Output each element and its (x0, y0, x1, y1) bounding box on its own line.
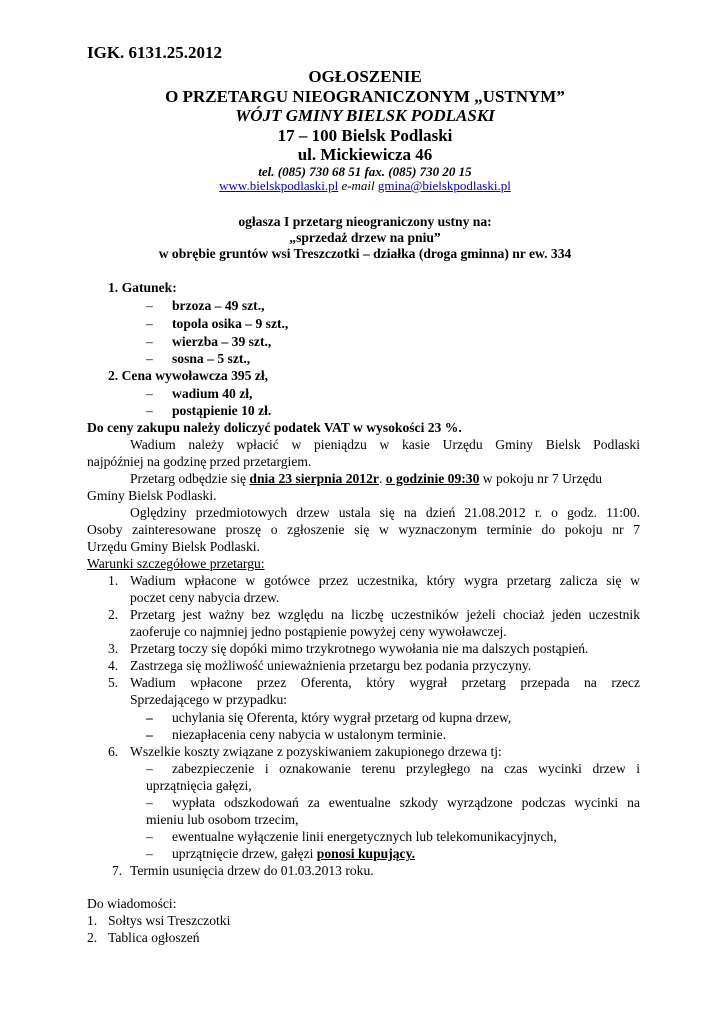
dash-bullet: – (146, 710, 153, 725)
species-item: topola osika – 9 szt., (172, 316, 289, 331)
distribution-item: Tablica ogłoszeń (108, 930, 200, 945)
list-number: 1. (87, 913, 98, 928)
species-item: wierzba – 39 szt., (172, 334, 272, 349)
condition-2a: Przetarg jest ważny bez względu na liczbę uczestników jeżeli chociaż jeden uczestnik (130, 607, 640, 622)
announce-line-1: ogłasza I przetarg nieograniczony ustny na: (238, 214, 492, 229)
condition-6-item-3: ewentualne wyłączenie linii energetycznych lub telekomunikacyjnych, (172, 829, 557, 844)
condition-4: Zastrzega się możliwość unieważnienia przetargu bez podania przyczyny. (130, 658, 532, 673)
condition-5-item: niezapłacenia ceny nabycia w ustalonym terminie. (172, 727, 447, 742)
dash-bullet: – (146, 351, 153, 366)
announce-line-3: w obrębie gruntów wsi Treszczotki – działka (droga gminna) nr ew. 334 (158, 246, 572, 261)
dash-bullet: – (146, 829, 153, 844)
reference-number: IGK. 6131.25.2012 (87, 43, 223, 62)
body-p3c: Urzędu Gminy Bielsk Podlaski. (87, 539, 260, 554)
dash-bullet: – (146, 761, 153, 776)
condition-5b: Sprzedającego w przypadku: (130, 692, 288, 707)
dash-bullet: – (146, 727, 153, 742)
deposit-item: wadium 40 zł, (172, 386, 253, 401)
dash-bullet: – (146, 298, 153, 313)
dash-bullet: – (146, 316, 153, 331)
species-item: sosna – 5 szt., (172, 351, 251, 366)
condition-2b: zaoferuje co najmniej jedno postąpienie powyżej ceny wywoławczej. (130, 624, 507, 639)
dash-bullet: – (146, 795, 153, 810)
increment-item: postąpienie 10 zł. (172, 403, 272, 418)
doc-title: OGŁOSZENIE (308, 67, 422, 86)
email-link[interactable]: gmina@bielskpodlaski.pl (377, 178, 511, 193)
distribution-heading: Do wiadomości: (87, 896, 177, 911)
street-address: ul. Mickiewicza 46 (297, 145, 433, 164)
auction-time: o godzinie 09:30 (385, 471, 480, 486)
doc-subtitle: O PRZETARGU NIEOGRANICZONYM „USTNYM” (165, 87, 565, 106)
species-item: brzoza – 49 szt., (172, 298, 265, 313)
list-number: 6. (108, 744, 119, 759)
body-p2b: Gminy Bielsk Podlaski. (87, 488, 217, 503)
list-number: 2. (108, 607, 119, 622)
email-label: e-mail (341, 178, 375, 193)
list-number: 5. (108, 675, 119, 690)
body-p2a: Przetarg odbędzie się dnia 23 sierpnia 2012r. o godzinie 09:30 w pokoju nr 7 Urzędu (130, 471, 603, 486)
condition-6-item-2a: wypłata odszkodowań za ewentualne szkody wyrządzone podczas wycinki na (172, 795, 640, 810)
phone-fax: tel. (085) 730 68 51 fax. (085) 730 20 15 (258, 164, 472, 179)
list-number: 7. (112, 863, 123, 878)
condition-6-item-1b: uprzątnięcia gałęzi, (146, 778, 252, 793)
body-p3a: Oględziny przedmiotowych drzew ustala się na dzień 21.08.2012 r. o godz. 11:00. (130, 505, 640, 520)
body-p3b: Osoby zainteresowane proszę o zgłoszenie się w wyznaczonym terminie do pokoju nr 7 (87, 522, 640, 537)
list-number: 3. (108, 641, 119, 656)
vat-note: Do ceny zakupu należy doliczyć podatek VAT w wysokości 23 %. (87, 420, 462, 435)
condition-6-item-4: uprzątnięcie drzew, gałęzi ponosi kupujący. (172, 846, 416, 861)
dash-bullet: – (146, 846, 153, 861)
postcode-city: 17 – 100 Bielsk Podlaski (277, 126, 453, 145)
website-link[interactable]: www.bielskpodlaski.pl (219, 178, 339, 193)
dash-bullet: – (146, 386, 153, 401)
body-p1a: Wadium należy wpłacić w pieniądzu w kasie Urzędu Gminy Bielsk Podlaski (130, 437, 640, 452)
species-heading: 1. Gatunek: (108, 280, 177, 295)
price-heading: 2. Cena wywoławcza 395 zł, (108, 368, 269, 383)
conditions-heading: Warunki szczegółowe przetargu: (87, 556, 265, 571)
condition-6: Wszelkie koszty związane z pozyskiwaniem zakupionego drzewa tj: (130, 744, 502, 759)
dash-bullet: – (146, 334, 153, 349)
dash-bullet: – (146, 403, 153, 418)
condition-3: Przetarg toczy się dopóki mimo trzykrotnego wywołania nie ma dalszych postąpień. (130, 641, 589, 656)
auction-date: dnia 23 sierpnia 2012r (249, 471, 379, 486)
condition-5a: Wadium wpłacone przez Oferenta, który wygrał przetarg przepada na rzecz (130, 675, 640, 690)
buyer-pays-note: ponosi kupujący. (316, 846, 416, 861)
authority-name: WÓJT GMINY BIELSK PODLASKI (235, 106, 495, 125)
condition-6-item-1a: zabezpieczenie i oznakowanie terenu przyległego na czas wycinki drzew i (172, 761, 640, 776)
condition-7: Termin usunięcia drzew do 01.03.2013 roku. (130, 863, 374, 878)
condition-6-item-2b: mieniu lub osobom trzecim, (146, 812, 299, 827)
distribution-item: Sołtys wsi Treszczotki (108, 913, 231, 928)
announce-line-2: „sprzedaż drzew na pniu” (289, 230, 441, 245)
list-number: 2. (87, 930, 98, 945)
contact-line (87, 178, 643, 194)
condition-1b: poczet ceny nabycia drzew. (130, 590, 280, 605)
condition-1a: Wadium wpłacone w gotówce przez uczestnika, który wygra przetarg zalicza się w (130, 573, 640, 588)
body-p1b: najpóźniej na godzinę przed przetargiem. (87, 454, 312, 469)
list-number: 1. (108, 573, 119, 588)
condition-5-item: uchylania się Oferenta, który wygrał przetarg od kupna drzew, (172, 710, 512, 725)
list-number: 4. (108, 658, 119, 673)
